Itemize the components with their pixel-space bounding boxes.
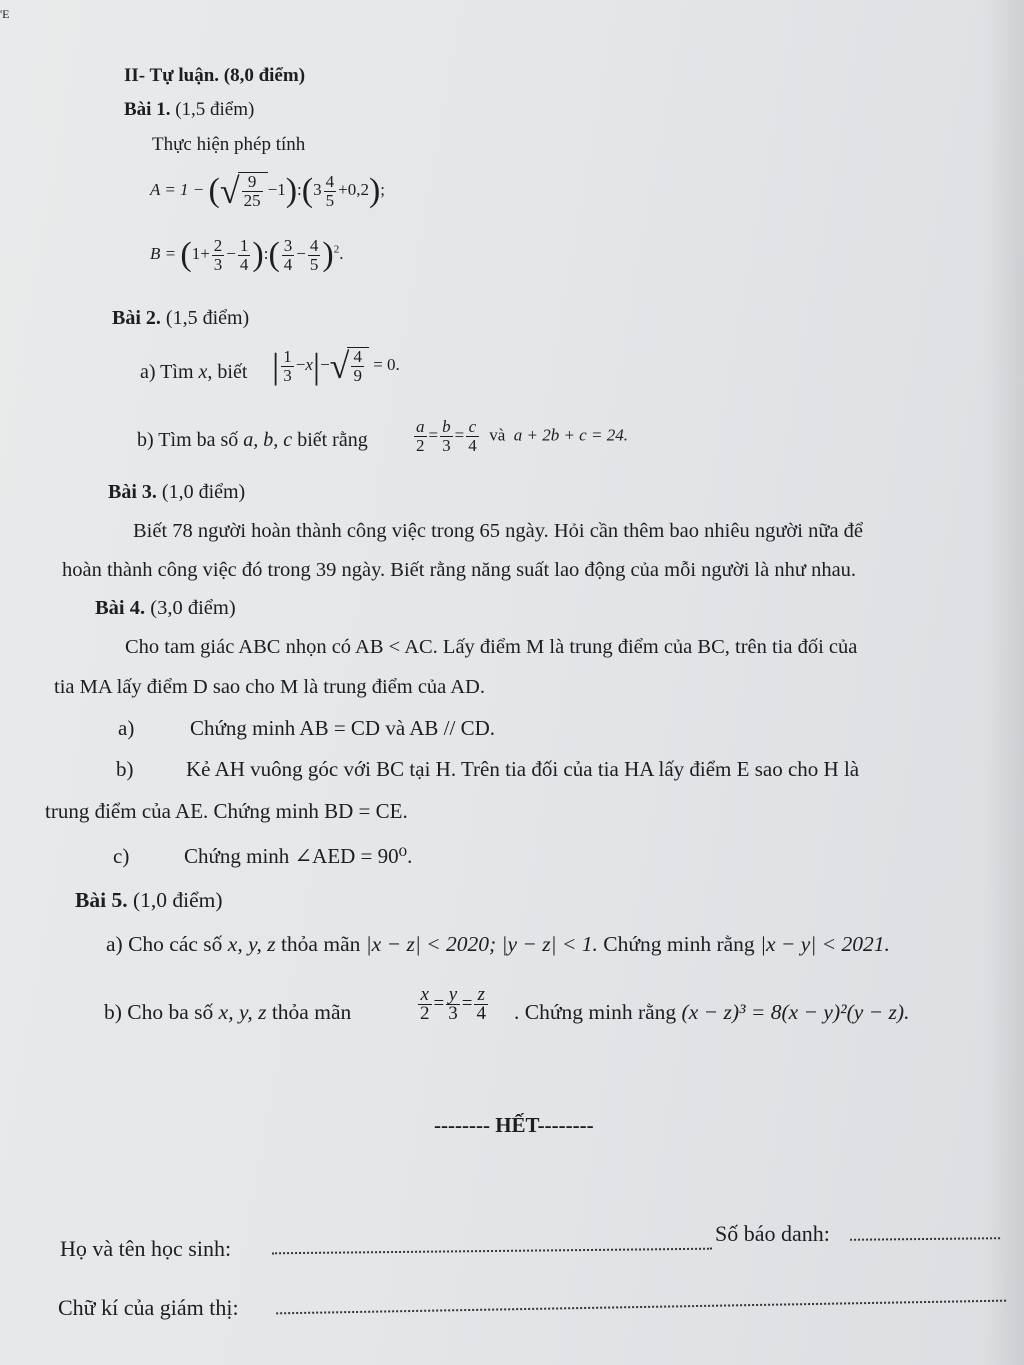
- expression-b: B = (1+ $\frac{2}{3}$ − $\frac{1}{4}$ ):( $\frac{3}{4}$ − $\frac{4}{5}$ )$^2$.: [150, 235, 344, 274]
- bai4-b-label: b): [116, 757, 134, 781]
- bai5-points: (1,0 điểm): [132, 888, 223, 912]
- bai5-b-prefix: b) Cho ba số: [104, 1000, 214, 1024]
- bai5-b-rest: [514, 1000, 909, 1024]
- section-title: II- Tự luận. (8,0 điểm): [124, 65, 306, 86]
- bai5-a-cond: |x − z| < 2020; |y − z| < 1.: [365, 932, 598, 956]
- bai2-a-equation: | $\frac{1}{3}$ −x|−√ $\frac{4}{9}$ = 0.: [272, 346, 400, 386]
- bai2-a-var: x: [198, 361, 208, 383]
- bai5-b: [104, 1000, 351, 1024]
- bai3-line1: Biết 78 người hoàn thành công việc trong 65 ngày. Hỏi cần thêm bao nhiêu người nữa để: [133, 520, 864, 542]
- bai4-heading: [95, 596, 236, 620]
- bai2-b-and: và: [489, 425, 506, 445]
- proctor-signature-line: [276, 1286, 1006, 1315]
- candidate-id-line: [850, 1223, 1000, 1241]
- bai5-b-goal: (x − z)³ = 8(x − y)²(y − z).: [681, 1000, 910, 1024]
- bai5-b-mid: thỏa mãn: [271, 1000, 352, 1024]
- corner-mark: 'E: [0, 7, 10, 21]
- bai4-c-text: Chứng minh ∠AED = 90⁰.: [184, 844, 413, 868]
- expression-a: A = 1 − (√ $\frac{9}{25}$ −1):(3 $\frac{4}{5}$ +0,2);: [150, 171, 386, 211]
- bai5-b-prove: . Chứng minh rằng: [514, 1000, 677, 1024]
- bai1-title: Bài 1.: [124, 99, 171, 120]
- end-mark: -------- HẾT--------: [434, 1113, 594, 1137]
- bai3-title: Bài 3.: [108, 481, 157, 503]
- bai1-heading: [124, 98, 254, 122]
- bai4-title: Bài 4.: [95, 597, 146, 619]
- bai3-points: (1,0 điểm): [161, 481, 246, 503]
- bai2-a-prefix: a) Tìm: [140, 361, 194, 383]
- bai5-heading: [75, 888, 223, 912]
- expr-a-label: A = 1 −: [150, 179, 205, 199]
- bai2-b-mid: biết rằng: [297, 429, 368, 451]
- bai2-title: Bài 2.: [112, 307, 161, 329]
- bai2-a-tail: = 0.: [373, 354, 400, 374]
- bai5-a-prove: Chứng minh rằng: [603, 932, 755, 956]
- candidate-id-label: Số báo danh:: [715, 1221, 830, 1246]
- bai4-points: (3,0 điểm): [150, 597, 236, 619]
- bai2-b: [137, 428, 368, 452]
- proctor-signature-label: Chữ kí của giám thị:: [58, 1295, 239, 1320]
- bai5-b-equation: $\frac{x}{2}$ = $\frac{y}{3}$ = $\frac{z}{4}$: [420, 984, 486, 1024]
- student-name-label: Họ và tên học sinh:: [60, 1236, 232, 1261]
- bai1-points: (1,5 điểm): [175, 99, 255, 120]
- bai4-b-text2: trung điểm của AE. Chứng minh BD = CE.: [45, 799, 408, 823]
- bai5-a: [106, 932, 890, 956]
- bai5-a-vars: x, y, z: [227, 932, 276, 956]
- bai2-b-text: b) Tìm ba số: [137, 429, 239, 451]
- expr-a-tail: ;: [380, 179, 386, 199]
- expr-b-label: B =: [150, 243, 177, 263]
- bai4-c-label: c): [113, 844, 130, 868]
- bai2-heading: [112, 306, 249, 330]
- bai4-a-label: a): [118, 716, 135, 740]
- bai2-a-suffix: , biết: [207, 361, 248, 383]
- bai5-a-mid: thỏa mãn: [280, 932, 361, 956]
- bai5-a-goal: |x − y| < 2021.: [760, 932, 890, 956]
- expr-b-tail: .: [339, 243, 344, 263]
- page-shadow: [984, 0, 1024, 1365]
- bai5-b-vars: x, y, z: [218, 1000, 267, 1024]
- bai5-a-prefix: a) Cho các số: [106, 932, 223, 956]
- student-name-line: [272, 1234, 712, 1255]
- bai4-a-text: Chứng minh AB = CD và AB // CD.: [190, 716, 496, 740]
- bai2-b-equation: $\frac{a}{2}$ = $\frac{b}{3}$ = $\frac{c}{4}$ và a + 2b + c = 24.: [416, 417, 628, 455]
- bai5-title: Bài 5.: [75, 888, 128, 912]
- bai3-line2: hoàn thành công việc đó trong 39 ngày. Biết rằng năng suất lao động của mỗi người là như nhau.: [62, 559, 857, 581]
- bai4-line1: Cho tam giác ABC nhọn có AB < AC. Lấy điểm M là trung điểm của BC, trên tia đối của: [125, 636, 858, 658]
- bai4-b-text: Kẻ AH vuông góc với BC tại H. Trên tia đối của tia HA lấy điểm E sao cho H là: [186, 757, 860, 781]
- bai4-line2: tia MA lấy điểm D sao cho M là trung điểm của AD.: [54, 676, 485, 698]
- bai2-b-vars: a, b, c: [243, 429, 293, 451]
- bai2-b-eq: a + 2b + c = 24.: [513, 425, 628, 445]
- bai1-instruction: Thực hiện phép tính: [152, 134, 306, 155]
- bai2-a: [140, 360, 247, 384]
- bai3-heading: [108, 480, 245, 504]
- bai2-points: (1,5 điểm): [165, 307, 250, 329]
